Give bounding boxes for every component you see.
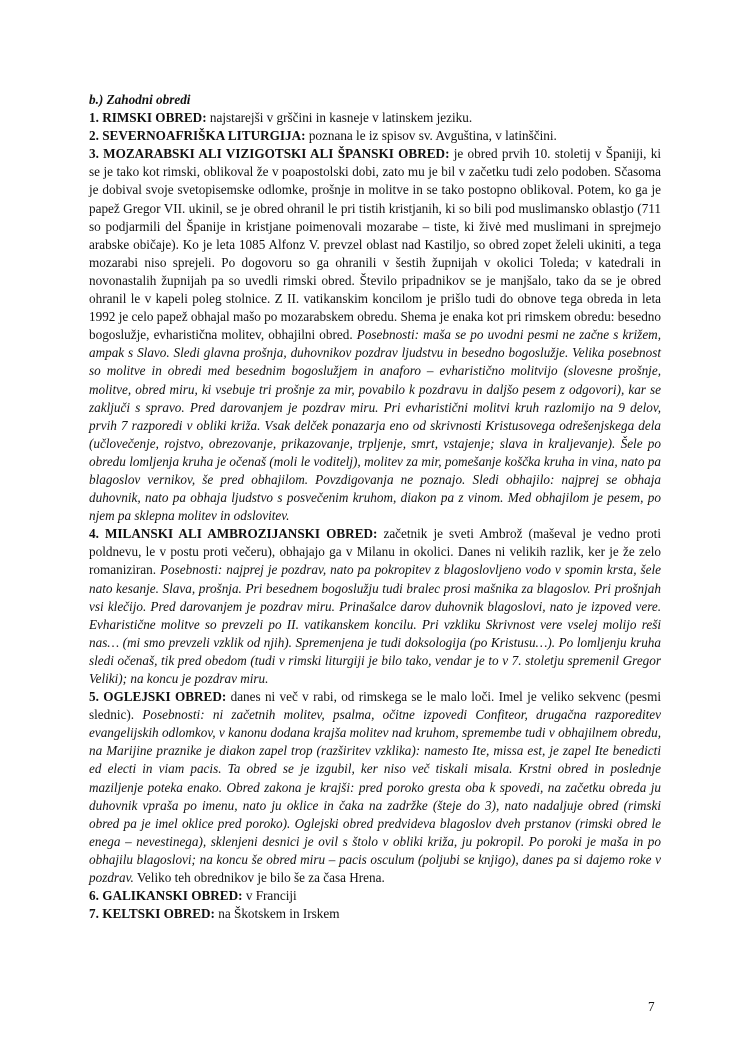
- item-severnoafriska: [89, 127, 661, 145]
- item-posebnosti: Posebnosti: maša se po uvodni pesmi ne začne s križem, ampak s Slavo. Sledi glavna prošnja, duhovnikov pozdrav ljudstvu in besedno bogoslužje. Velika posebnost so molitve in obredi med besednim bogoslužjem in anaforo – evharistično molitvijo (slovesne prošnje, molitve, obred miru, ki vsebuje tri prošnje za mir, povabilo k pozdravu in daljšo pesem z odgovori), kar se zaključi s spravo. Pred darovanjem je pozdrav miru. Pri evharistični molitvi kruh razlomijo na 9 delov, prvih 7 razporedi v obliki križa. Vsak delček ponazarja eno od skrivnosti Kristusovega odrešenjskega dela (učlovečenje, rojstvo, obrezovanje, prikazovanje, trpljenje, smrt, vstajenje; slava in kraljevanje). Šele po obredu lomljenja kruha je očenaš (moli le voditelj), molitev za mir, pomešanje koščka kruha in vina, nato pa blagoslov vernikov, še pred obhajilom. Povzdigovanja ne poznajo. Sledi obhajilo: najprej se obhaja duhovnik, nato pa obhaja ljudstvo s posvečenim kruhom, diakon pa z vinom. Med obhajilom je pesem, po njem pa sklepna molitev in odslovitev.: [89, 327, 661, 524]
- page-number: 7: [648, 999, 655, 1014]
- item-tail: Veliko teh obrednikov je bilo še za časa Hrena.: [133, 870, 385, 886]
- item-keltski: [89, 905, 661, 923]
- item-text: danes ni več v rabi, od rimskega se le malo loči. Imel je veliko sekvenc (pesmi slednic).: [89, 689, 661, 723]
- item-posebnosti: Posebnosti: najprej je pozdrav, nato pa pokropitev z blagoslovljeno vodo v spomin krsta, šele nato kesanje. Slava, prošnja. Pri besednem bogoslužju tudi bralec prosi mašnika za blagoslov. Pri prošnjah vsi klečijo. Pred darovanjem je pozdrav miru. Prinašalce darov duhovnik blagoslovi, nato je izpoved vere. Evharistične molitve so prevzeli po II. vatikanskem koncilu. Pri vzkliku Skrivnost vere vselej molijo reši nas… (mi smo prevzeli vzklik od njih). Spremenjena je tudi doksologija (po Kristusu…). Po lomljenju kruha sledi očenaš, tik pred obedom (tudi v rimski liturgiji je bilo tako, vendar je to v 7. stoletju spremenil Gregor Veliki); na koncu je pozdrav miru.: [89, 562, 661, 686]
- item-title: 1. RIMSKI OBRED:: [89, 110, 207, 126]
- document-body: [89, 91, 661, 923]
- item-text: najstarejši v grščini in kasneje v latinskem jeziku.: [206, 110, 473, 126]
- item-title: 3. MOZARABSKI ALI VIZIGOTSKI ALI ŠPANSKI OBRED:: [89, 146, 450, 162]
- item-posebnosti: Posebnosti: ni začetnih molitev, psalma, očitne izpovedi Confiteor, drugačna razporeditev evangelijskih odlomkov, v kanonu dodana krajša molitev nad kruhom, spremembe tudi v obhajilnem obredu, na Marijine praznike je diakon zapel trop (razširitev vzklika): namesto Ite, missa est, je zapel Ite benedicti ed electi in viam pacis. Ta obred se je izgubil, ker niso več tiskali misala. Krstni obred in poslednje maziljenje poteka enako. Obred zakona je krajši: pred poroko gresta oba k spovedi, na začetku obreda ju duhovnik vpraša po imenu, nato ju oklice in čaka na zadržke (šteje do 3), nato nadaljuje obred (rimski obred pa je imel oklice pred poroko). Oglejski obred predvideva blagoslov dveh prstanov (rimski obred le enega – nevestinega), sklenjeni desnici je ovil s štolo v obliki križa, ju pokropil. Po poroki je maša in po obhajilu blagoslovi; na koncu še obred miru – pacis osculum (poljubi se knjigo), danes pa si dajemo roke v pozdrav.: [89, 707, 661, 886]
- item-title: 2. SEVERNOAFRIŠKA LITURGIJA:: [89, 128, 306, 144]
- item-oglejski: [89, 688, 661, 887]
- item-text: je obred prvih 10. stoletij v Španiji, ki se je tako kot rimski, oblikoval že v poapostolski dobi, zato mu je bil v začetku tudi zelo podoben. Sčasoma je dobival svoje svetopisemske odlomke, prošnje in molitve in se tako postopno oblikoval. Potem, ko ga je papež Gregor VII. ukinil, se je obred ohranil le pri tistih kristjanih, ki so bili pod muslimansko oblastjo (711 so podjarmili del Španije in kristjane poimenovali mozarabe – tiste, ki živė med muslimani in sprejmejo arabske običaje). Ko je leta 1085 Alfonz V. prevzel oblast nad Kastiljo, so obred zopet želeli ukiniti, a tega mozarabi niso sprejeli. Po dogovoru so ga ohranili v šestih župnijah v okolici Toleda; v katedrali in novonastalih župnijah pa so uvedli rimski obred. Število pripadnikov se je manjšalo, tako da se je obred ohranil le v kapeli poleg stolnice. Z II. vatikanskim koncilom je prišlo tudi do obnove tega obreda in leta 1992 je celo papež obhajal mašo po mozarabskem obredu. Shema je enaka kot pri rimskem obredu: besedno bogoslužje, evharistična molitev, obhajilni obred.: [89, 146, 661, 343]
- item-text: na Škotskem in Irskem: [214, 906, 340, 922]
- item-galikanski: [89, 887, 661, 905]
- item-text: poznana le iz spisov sv. Avguština, v latinščini.: [305, 128, 557, 144]
- item-mozarabski: [89, 145, 661, 525]
- item-title: 7. KELTSKI OBRED:: [89, 906, 215, 922]
- section-heading: b.) Zahodni obredi: [89, 92, 191, 107]
- item-milanski: [89, 525, 661, 688]
- item-title: 4. MILANSKI ALI AMBROZIJANSKI OBRED:: [89, 526, 378, 542]
- item-text: začetnik je sveti Ambrož (maševal je vedno proti poldnevu, le v postu proti večeru), obhajajo ga v Milanu in okolici. Danes ni velikih razlik, ker je že zelo romaniziran.: [89, 526, 661, 578]
- item-rimski: [89, 109, 661, 127]
- item-text: v Franciji: [242, 888, 297, 904]
- item-title: 5. OGLEJSKI OBRED:: [89, 689, 227, 705]
- item-title: 6. GALIKANSKI OBRED:: [89, 888, 243, 904]
